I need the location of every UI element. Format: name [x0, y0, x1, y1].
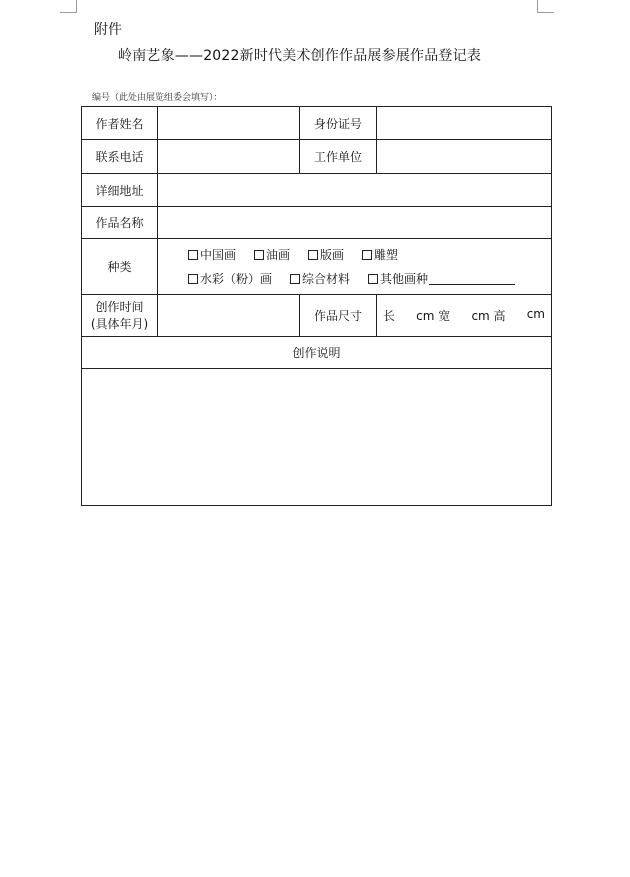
attachment-label: 附件	[94, 22, 122, 38]
category-options	[158, 239, 552, 295]
option-other[interactable]: 其他画种	[368, 270, 515, 287]
table-row	[82, 295, 552, 337]
id-number-field[interactable]	[377, 107, 552, 140]
size-width-label: cm 宽	[416, 309, 451, 323]
table-row	[82, 207, 552, 239]
checkbox-icon[interactable]	[188, 250, 198, 260]
category-label: 种类	[82, 239, 158, 295]
size-unit-label: cm	[526, 307, 545, 321]
work-unit-label: 工作单位	[300, 140, 377, 174]
option-printmaking[interactable]: 版画	[308, 246, 344, 263]
option-sculpture[interactable]: 雕塑	[362, 246, 398, 263]
margin-corner-top-right	[537, 0, 554, 13]
description-label: 创作说明	[82, 337, 552, 369]
table-row	[82, 174, 552, 207]
checkbox-icon[interactable]	[290, 274, 300, 284]
option-chinese-painting[interactable]: 中国画	[188, 246, 236, 263]
work-title-label: 作品名称	[82, 207, 158, 239]
checkbox-icon[interactable]	[368, 274, 378, 284]
size-field[interactable]	[377, 295, 552, 337]
checkbox-icon[interactable]	[188, 274, 198, 284]
margin-corner-top-left	[60, 0, 77, 13]
address-label: 详细地址	[82, 174, 158, 207]
checkbox-icon[interactable]	[254, 250, 264, 260]
registration-form-table	[81, 106, 552, 506]
option-watercolor[interactable]: 水彩（粉）画	[188, 270, 272, 287]
creation-time-label: 创作时间 (具体年月)	[82, 295, 158, 337]
option-mixed-media[interactable]: 综合材料	[290, 270, 350, 287]
table-row	[82, 337, 552, 369]
author-name-field[interactable]	[158, 107, 300, 140]
creation-time-field[interactable]	[158, 295, 300, 337]
table-row	[82, 140, 552, 174]
category-options-row-2	[188, 267, 551, 291]
checkbox-icon[interactable]	[362, 250, 372, 260]
category-options-row-1	[188, 243, 551, 267]
work-unit-field[interactable]	[377, 140, 552, 174]
phone-field[interactable]	[158, 140, 300, 174]
size-height-label: cm 高	[471, 309, 506, 323]
size-length-label: 长	[383, 309, 396, 323]
address-field[interactable]	[158, 174, 552, 207]
work-title-field[interactable]	[158, 207, 552, 239]
phone-label: 联系电话	[82, 140, 158, 174]
option-oil-painting[interactable]: 油画	[254, 246, 290, 263]
size-label: 作品尺寸	[300, 295, 377, 337]
table-row	[82, 107, 552, 140]
description-field[interactable]	[82, 369, 552, 506]
checkbox-icon[interactable]	[308, 250, 318, 260]
other-category-blank[interactable]	[429, 272, 515, 285]
id-number-label: 身份证号	[300, 107, 377, 140]
author-name-label: 作者姓名	[82, 107, 158, 140]
table-row	[82, 239, 552, 295]
page-title: 岭南艺象——2022新时代美术创作作品展参展作品登记表	[118, 48, 482, 64]
table-row	[82, 369, 552, 506]
serial-number-note: 编号（此处由展览组委会填写）：	[92, 93, 223, 103]
